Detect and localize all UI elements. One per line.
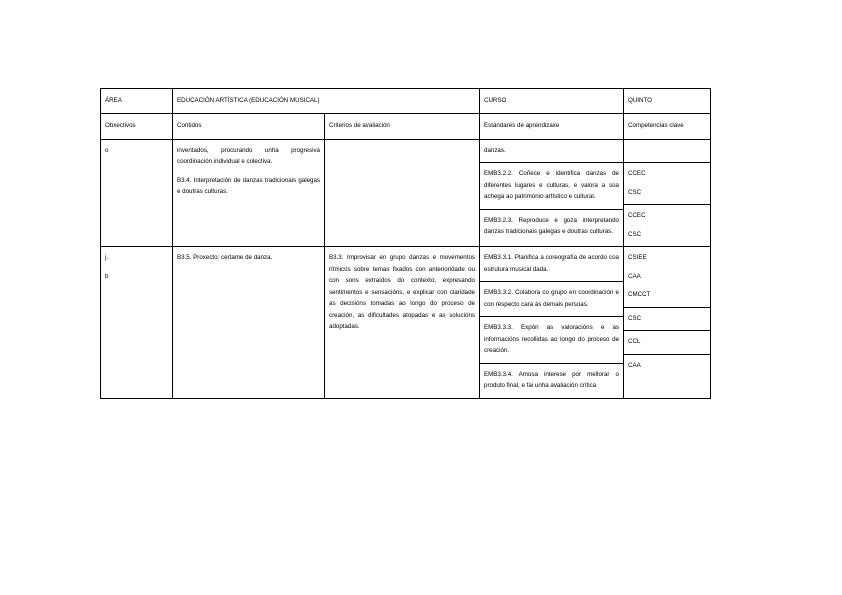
curso-value: QUINTO	[624, 89, 711, 114]
competencia-item: CAA	[628, 272, 641, 280]
area-value: EDUCACIÓN ARTÍSTICA (EDUCACIÓN MUSICAL)	[173, 89, 480, 114]
objectivo-item: b	[105, 272, 109, 280]
estandar-block: EMB3.2.2. Coñece e identifica danzas de diferentes lugares e culturas, e valora a súa achega ao patrimonio artístico e cultural.	[480, 163, 623, 209]
competencia-block	[624, 247, 710, 307]
curso-label: CURSO	[480, 89, 624, 114]
row2-objectivos	[101, 247, 173, 398]
competencia-item: CCL	[628, 338, 641, 346]
estandar-block: danzas.	[480, 140, 623, 163]
competencia-block	[624, 331, 710, 354]
competencia-block	[624, 308, 710, 331]
column-header-criterios: Criterios de avaliación	[325, 114, 480, 139]
area-label: ÁREA	[101, 89, 173, 114]
objectivo-item: o	[105, 146, 109, 154]
competencia-item: CSIEE	[628, 254, 647, 262]
row1-criterios	[325, 139, 480, 246]
table-column-header-row	[101, 114, 711, 139]
table-row	[101, 139, 711, 246]
estandar-block: EMB3.2.3. Reproduce e goza interpretando danzas tradicionais galegas e doutras culturas.	[484, 216, 619, 236]
competencia-item: CCEC	[628, 170, 646, 178]
row1-estandares	[480, 139, 624, 246]
row2-estandares	[480, 247, 624, 398]
row1-competencias	[624, 139, 711, 246]
competencia-item: CAA	[628, 361, 641, 369]
row2-contidos	[173, 247, 325, 398]
row2-competencias	[624, 247, 711, 398]
row2-criterios	[325, 247, 480, 398]
competencia-block	[624, 205, 710, 246]
contido-item: B3.4. Interpretación de danzas tradicionais galegas e doutras culturas.	[177, 176, 320, 196]
competencia-block	[624, 355, 710, 377]
estandar-block: EMB3.3.4. Amosa interese por mellorar o produto final, e fai unha avaliación crítica	[484, 370, 619, 390]
estandar-block: EMB3.3.2. Colabora co grupo en coordinación e con respecto cara ás demais persoas.	[480, 282, 623, 317]
table-header-row	[101, 89, 711, 114]
competencia-item: CCEC	[628, 212, 646, 220]
table-row	[101, 247, 711, 398]
contido-item: B3.5. Proxecto: certame de danza.	[177, 254, 273, 262]
column-header-objectivos: Obxectivos	[101, 114, 173, 139]
competencia-item: CMCCT	[628, 291, 651, 299]
competencia-item: CSC	[628, 230, 642, 238]
competencia-block	[624, 140, 710, 163]
row1-contidos	[173, 139, 325, 246]
column-header-contidos: Contidos	[173, 114, 325, 139]
objectivo-item: j.	[105, 254, 109, 262]
estandar-block: EMB3.3.3. Expón as valoracións e as informacións recollidas ao longo do proceso de creación.	[480, 317, 623, 363]
estandar-block: EMB3.3.1. Planifica a coreografía de acordo coa estrutura musical dada.	[480, 247, 623, 282]
criterio-item: B3.3. Improvisar en grupo danzas e movementos rítmicos sobre temas fixados con anterioridade ou con sons extraídos do contexto, expresando sentimentos e sensacións, e explicar con claridade as decisións tomadas ao longo do proceso de creación, as dificultades atopadas e as solucións adoptadas.	[329, 254, 475, 331]
competencia-block	[624, 163, 710, 205]
column-header-estandares: Estándares de aprendizaxe	[480, 114, 624, 139]
competencia-item: CSC	[628, 314, 642, 322]
contido-item: inventados, procurando unha progresiva coordinación individual e colectiva.	[177, 146, 320, 166]
competencia-item: CSC	[628, 188, 642, 196]
column-header-competencias: Competencias clave	[624, 114, 711, 139]
row1-objectivos	[101, 139, 173, 246]
curriculum-table	[100, 88, 711, 399]
